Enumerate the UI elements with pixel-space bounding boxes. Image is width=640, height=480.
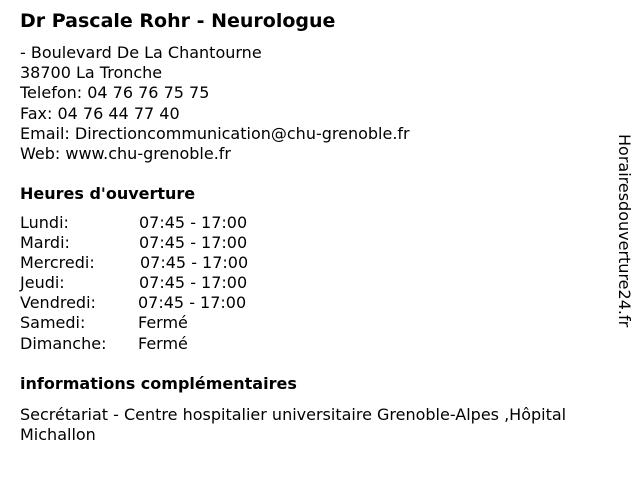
info-heading: informations complémentaires	[20, 374, 297, 393]
time-value: 07:45 - 17:00	[139, 233, 248, 253]
day-label: Vendredi:	[20, 293, 96, 313]
fax-number: Fax: 04 76 44 77 40	[20, 103, 180, 123]
hours-heading: Heures d'ouverture	[20, 184, 196, 203]
contact-block	[20, 43, 410, 164]
time-value: 07:45 - 17:00	[139, 213, 248, 232]
day-label: Jeudi:	[20, 273, 65, 293]
day-label: Mardi:	[20, 233, 70, 253]
email-address: Email: Directioncommunication@chu-grenoble.fr	[20, 123, 410, 143]
time-value: 07:45 - 17:00	[138, 293, 247, 313]
website: Web: www.chu-grenoble.fr	[20, 144, 231, 164]
day-label: Samedi:	[20, 313, 86, 333]
site-watermark: Horairesdouverture24.fr	[615, 134, 634, 328]
additional-info-text: Secrétariat - Centre hospitalier universitaire Grenoble-Alpes ,Hôpital Michallon	[20, 405, 567, 444]
day-label: Mercredi:	[20, 253, 95, 273]
time-value: 07:45 - 17:00	[140, 253, 249, 273]
time-value: Fermé	[138, 333, 188, 353]
day-label: Dimanche:	[20, 333, 107, 353]
time-value: Fermé	[138, 313, 188, 333]
day-label: Lundi:	[20, 213, 69, 232]
street-address: - Boulevard De La Chantourne	[20, 43, 262, 62]
city-address: 38700 La Tronche	[20, 63, 163, 83]
page-title: Dr Pascale Rohr - Neurologue	[20, 10, 336, 32]
phone-number: Telefon: 04 76 76 75 75	[20, 83, 210, 103]
time-value: 07:45 - 17:00	[139, 273, 248, 293]
